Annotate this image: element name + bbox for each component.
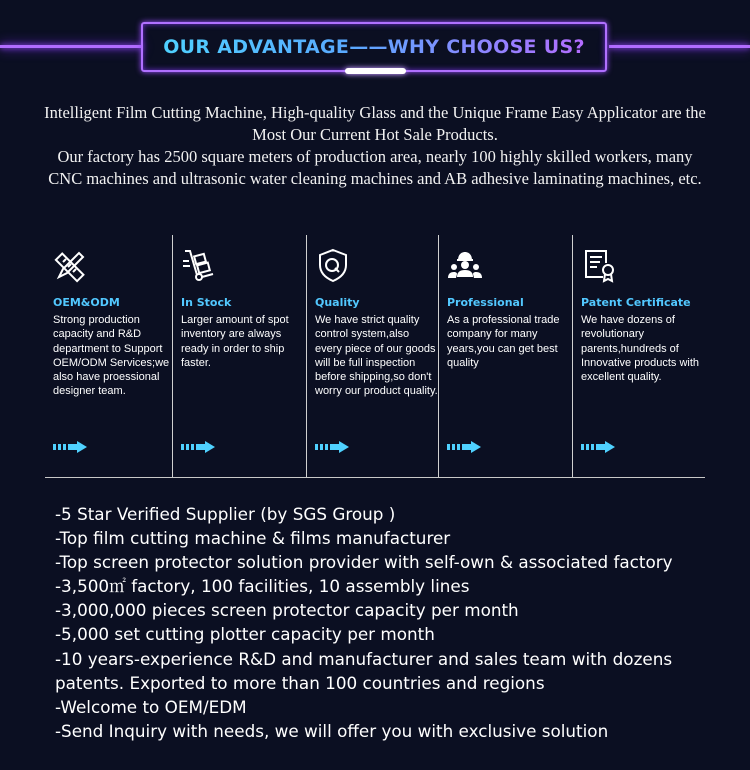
card-desc: As a professional trade company for many years,you can get best quality <box>447 314 560 369</box>
card-label: OEM&ODM <box>53 296 120 309</box>
card-patent-certificate <box>572 235 700 477</box>
feature-item: -Send Inquiry with needs, we will offer you with exclusive solution <box>55 720 609 741</box>
feature-item: -5 Star Verified Supplier (by SGS Group ) <box>55 504 396 524</box>
card-desc: Larger amount of spot inventory are always ready in order to ship faster. <box>181 314 289 369</box>
quality-shield-icon <box>315 247 351 283</box>
hand-truck-icon <box>181 247 217 283</box>
feature-item: -Top screen protector solution provider with self-own & associated factory <box>55 552 673 573</box>
arrow-right-icon <box>181 440 215 454</box>
card-label: Patent Certificate <box>581 296 691 309</box>
card-label: Quality <box>315 296 360 309</box>
feature-item: -3,500㎡ factory, 100 facilities, 10 assembly lines <box>55 576 470 597</box>
card-label: Professional <box>447 296 524 309</box>
advantage-cards <box>45 235 705 478</box>
arrow-right-icon <box>315 440 349 454</box>
intro-text <box>40 102 710 190</box>
card-label: In Stock <box>181 296 232 309</box>
card-desc: Strong production capacity and R&D department to Support OEM/ODM Services;we also have proessional designer team. <box>53 314 170 398</box>
card-desc: We have strict quality control system,also every piece of our goods will be full inspection before shipping,so don't worry our product quality. <box>315 314 438 398</box>
intro-line-2: Our factory has 2500 square meters of production area, nearly 100 highly skilled workers, many CNC machines and ultrasonic water cleaning machines and AB adhesive laminating machines, etc. <box>48 147 702 188</box>
card-professional <box>438 235 566 477</box>
card-quality <box>306 235 438 477</box>
ruler-pencil-icon <box>53 247 89 283</box>
feature-item: -10 years-experience R&D and manufacturer and sales team with dozens patents. Exported to more than 100 countries and regions <box>55 648 673 693</box>
card-oem-odm <box>45 235 173 477</box>
arrow-right-icon <box>447 440 481 454</box>
feature-item: -5,000 set cutting plotter capacity per month <box>55 624 435 645</box>
arrow-right-icon <box>581 440 615 454</box>
header-neon-line-right <box>609 45 750 48</box>
title-pill-decoration <box>345 68 406 74</box>
title-frame <box>141 22 607 72</box>
intro-line-1: Intelligent Film Cutting Machine, High-quality Glass and the Unique Frame Easy Applicator are the Most Our Current Hot Sale Products. <box>44 103 706 144</box>
header-neon-line-left <box>0 45 142 48</box>
team-people-icon <box>447 247 483 283</box>
page-title: OUR ADVANTAGE——WHY CHOOSE US? <box>163 36 585 58</box>
feature-item: -3,000,000 pieces screen protector capacity per month <box>55 600 519 621</box>
card-desc: We have dozens of revolutionary parents,hundreds of Innovative products with excellent quality. <box>581 314 700 384</box>
feature-item: -Top film cutting machine & films manufacturer <box>55 528 451 549</box>
card-in-stock <box>172 235 300 477</box>
feature-item: -Welcome to OEM/EDM <box>55 696 247 717</box>
certificate-icon <box>581 247 617 283</box>
arrow-right-icon <box>53 440 87 454</box>
feature-list <box>55 502 735 743</box>
